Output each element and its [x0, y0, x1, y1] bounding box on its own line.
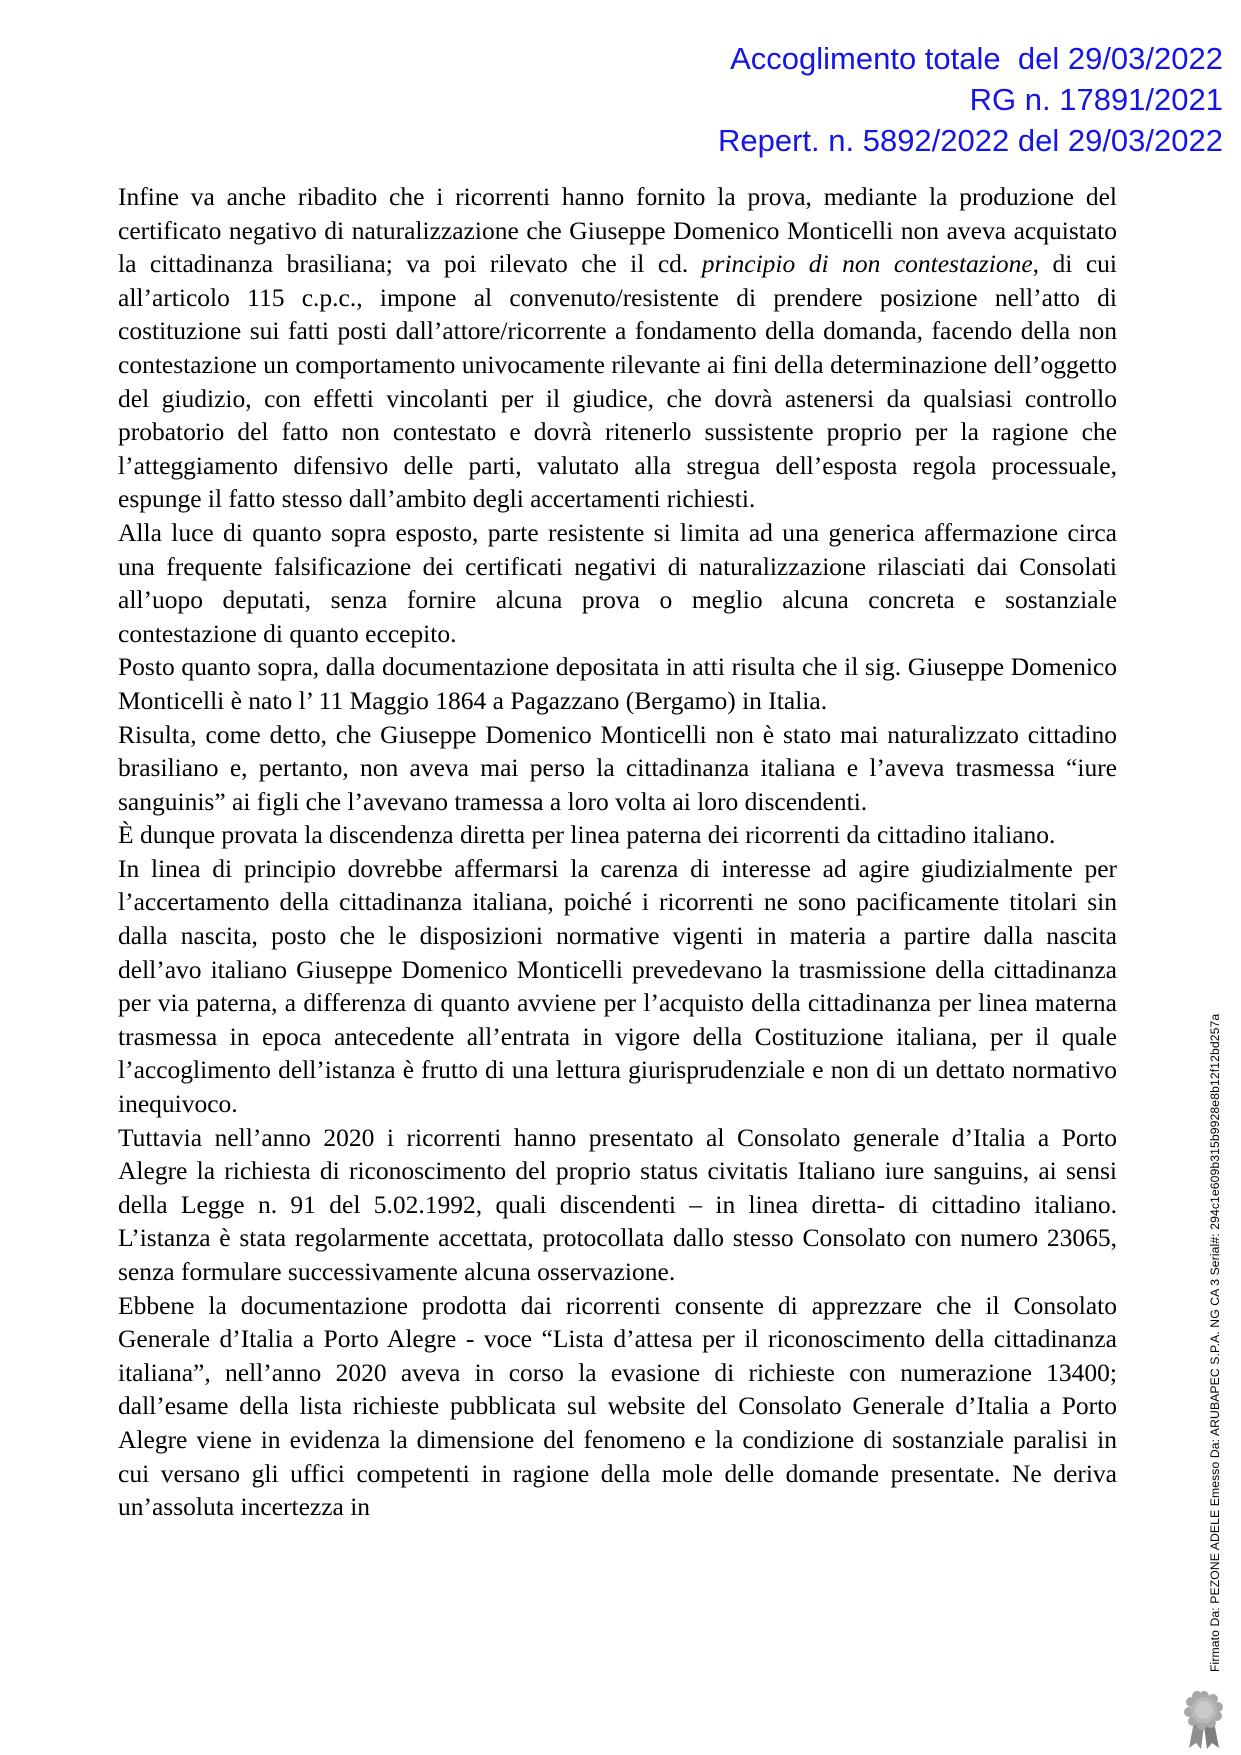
paragraph-4: Risulta, come detto, che Giuseppe Domenico Monticelli non è stato mai naturalizzato cittadino brasiliano e, pertanto, non aveva mai perso la cittadinanza italiana e l’aveva trasmessa “iure sanguinis” ai figli che l’avevano tramessa a loro volta ai loro discendenti. — [118, 719, 1117, 816]
document-body — [118, 180, 1117, 1524]
decision-line: Accoglimento totale del 29/03/2022 — [730, 41, 1223, 76]
stamp-header — [718, 38, 1223, 161]
paragraph-7: Tuttavia nell’anno 2020 i ricorrenti hanno presentato al Consolato generale d’Italia a Porto Alegre la richiesta di riconoscimento del proprio status civitatis Italiano iure sanguins, ai sensi della Legge n. 91 del 5.02.1992, quali discendenti – in linea diretta- di cittadino italiano. L’istanza è stata regolarmente accettata, protocollata dallo stesso Consolato con numero 23065, senza formulare successivamente alcuna osservazione. — [118, 1122, 1117, 1286]
paragraph-2: Alla luce di quanto sopra esposto, parte resistente si limita ad una generica affermazione circa una frequente falsificazione dei certificati negativi di naturalizzazione rilasciati dai Consolati all’uopo deputati, senza fornire alcuna prova o meglio alcuna concreta e sostanziale contestazione di quanto eccepito. — [118, 517, 1117, 648]
repertorio-line: Repert. n. 5892/2022 del 29/03/2022 — [717, 123, 1223, 158]
rosette-seal-icon — [1182, 1690, 1226, 1750]
paragraph-5: È dunque provata la discendenza diretta per linea paterna dei ricorrenti da cittadino italiano. — [118, 820, 1056, 850]
paragraph-8: Ebbene la documentazione prodotta dai ricorrenti consente di apprezzare che il Consolato Generale d’Italia a Porto Alegre - voce “Lista d’attesa per il riconoscimento della cittadinanza italiana”, nell’anno 2020 aveva in corso la evasione di richieste con numerazione 13400; dall’esame della lista richieste pubblicata sul website del Consolato Generale d’Italia a Porto Alegre viene in evidenza la dimensione del fenomeno e la condizione di sostanziale paralisi in cui versano gli uffici competenti in ragione della mole delle domande presentate. Ne deriva un’assoluta incertezza in — [118, 1290, 1117, 1522]
paragraph-3: Posto quanto sopra, dalla documentazione depositata in atti risulta che il sig. Giuseppe Domenico Monticelli è nato l’ 11 Maggio 1864 a Pagazzano (Bergamo) in Italia. — [118, 652, 1117, 715]
rg-number-line: RG n. 17891/2021 — [969, 82, 1223, 117]
paragraph-6: In linea di principio dovrebbe affermarsi la carenza di interesse ad agire giudizialmente per l’accertamento della cittadinanza italiana, poiché i ricorrenti ne sono pacificamente titolari sin dalla nascita, posto che le disposizioni normative vigenti in materia a partire dalla nascita dell’avo italiano Giuseppe Domenico Monticelli prevedevano la trasmissione della cittadinanza per via paterna, a differenza di quanto avviene per l’acquisto della cittadinanza per linea materna trasmessa in epoca antecedente all’entrata in vigore della Costituzione italiana, per il quale l’accoglimento dell’istanza è frutto di una lettura giurisprudenziale e non di un dettato normativo inequivoco. — [118, 853, 1117, 1119]
paragraph-1: Infine va anche ribadito che i ricorrenti hanno fornito la prova, mediante la produzione del certificato negativo di naturalizzazione che Giuseppe Domenico Monticelli non aveva acquistato la cittadinanza brasiliana; va poi rilevato che il cd. principio di non contestazione, di cui all’articolo 115 c.p.c., impone al convenuto/resistente di prendere posizione nell’atto di costituzione sui fatti posti dall’attore/ricorrente a fondamento della domanda, facendo della non contestazione un comportamento univocamente rilevante ai fini della determinazione dell’oggetto del giudizio, con effetti vincolanti per il giudice, che dovrà astenersi da qualsiasi controllo probatorio del fatto non contestato e dovrà ritenerlo sussistente proprio per la ragione che l’atteggiamento difensivo delle parti, valutato alla stregua dell’esposta regola processuale, espunge il fatto stesso dall’ambito degli accertamenti richiesti. — [118, 182, 1117, 514]
digital-signature-text: Firmato Da: PEZONE ADELE Emesso Da: ARUBAPEC S.P.A. NG CA 3 Serial#: 294c1e609b315b9928e8b12f12bd257a — [1208, 1013, 1222, 1672]
italic-phrase: principio di non contestazione — [701, 249, 1033, 279]
